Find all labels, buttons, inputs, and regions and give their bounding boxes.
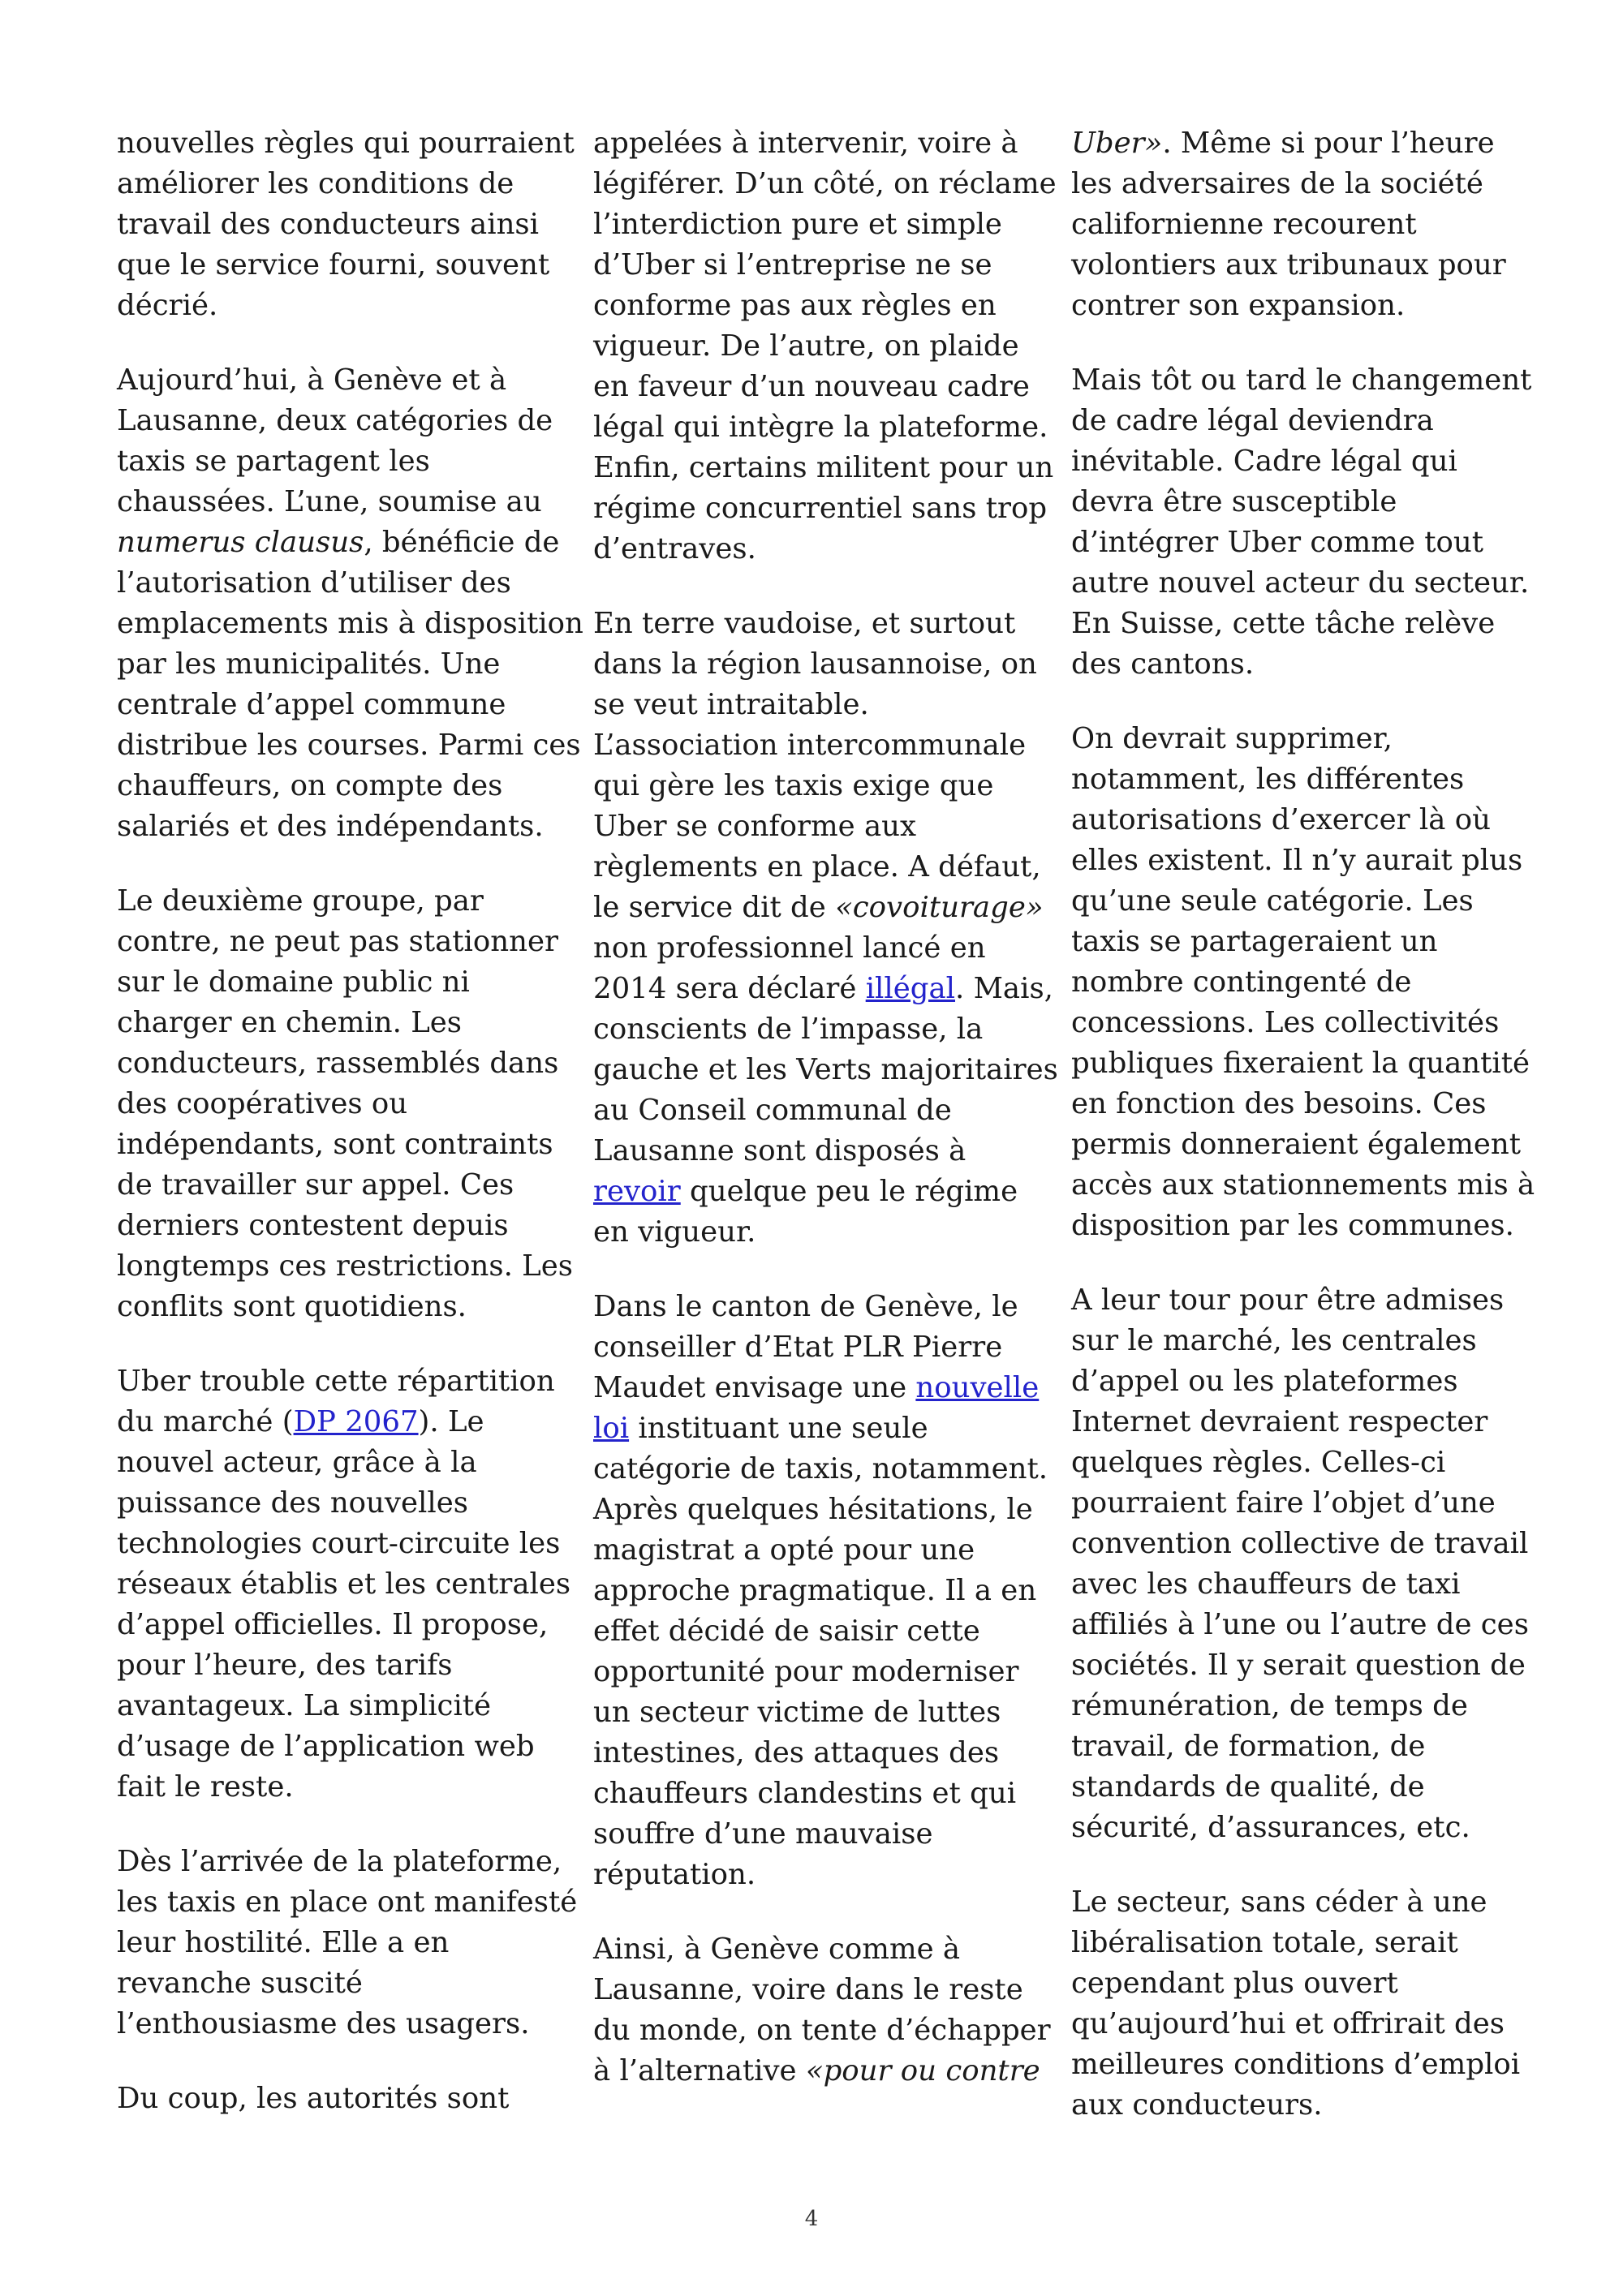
text-line: devra être susceptible	[1071, 485, 1397, 518]
text-line: en fonction des besoins. Ces	[1071, 1087, 1487, 1120]
paragraph	[593, 1929, 1051, 2092]
text-line: décrié.	[117, 289, 218, 322]
text-line: d’intégrer Uber comme tout	[1071, 526, 1484, 559]
text-line: effet décidé de saisir cette	[593, 1615, 980, 1648]
text-line: les adversaires de la société	[1071, 167, 1483, 200]
text-fragment: du marché (	[117, 1405, 294, 1438]
text-line: légal qui intègre la plateforme.	[593, 411, 1048, 444]
text-line: sociétés. Il y serait question de	[1071, 1649, 1526, 1682]
text-line: chaussées. L’une, soumise au	[117, 485, 542, 518]
text-line: de travailler sur appel. Ces	[117, 1168, 514, 1202]
text-line: concessions. Les collectivités	[1071, 1006, 1500, 1039]
text-fragment: . Mais,	[955, 972, 1053, 1005]
text-line	[593, 888, 1044, 928]
text-line: permis donneraient également	[1071, 1128, 1522, 1161]
text-line: technologies court-circuite les	[117, 1527, 561, 1560]
text-line: quelques règles. Celles-ci	[1071, 1446, 1446, 1479]
text-line: vigueur. De l’autre, on plaide	[593, 329, 1019, 363]
text-line: au Conseil communal de	[593, 1094, 952, 1127]
text-fragment: Maudet envisage une	[593, 1371, 916, 1404]
text-line: magistrat a opté pour une	[593, 1533, 975, 1567]
text-line: l’enthousiasme des usagers.	[117, 2007, 530, 2040]
text-line: nouvel acteur, grâce à la	[117, 1446, 477, 1479]
text-line	[117, 1402, 555, 1443]
text-line: dans la région lausannoise, on	[593, 647, 1037, 681]
text-line: L’association intercommunale	[593, 729, 1027, 762]
column-1	[117, 123, 583, 2153]
emphasis-text: «pour ou contre	[805, 2054, 1040, 2087]
text-line: notamment, les différentes	[1071, 763, 1465, 796]
text-line: légiférer. D’un côté, on réclame	[593, 167, 1057, 200]
text-line: qu’aujourd’hui et offrirait des	[1071, 2007, 1505, 2040]
text-line: l’autorisation d’utiliser des	[117, 566, 511, 600]
text-line: Du coup, les autorités sont	[117, 2082, 510, 2115]
text-line: d’appel ou les plateformes	[1071, 1365, 1458, 1398]
text-line: Enfin, certains militent pour un	[593, 451, 1054, 484]
text-line: derniers contestent depuis	[117, 1209, 509, 1242]
text-line: opportunité pour moderniser	[593, 1655, 1019, 1688]
text-line: disposition par les communes.	[1071, 1209, 1514, 1242]
text-line: Après quelques hésitations, le	[593, 1493, 1033, 1526]
text-line: revanche suscité	[117, 1967, 363, 2000]
text-line: en vigueur.	[593, 1215, 756, 1249]
text-line	[1071, 123, 1513, 164]
text-line: Lausanne, deux catégories de	[117, 404, 553, 437]
text-line: qui gère les taxis exige que	[593, 769, 994, 802]
link-revoir[interactable]: revoir	[593, 1175, 681, 1208]
text-line: se veut intraitable.	[593, 688, 869, 721]
emphasis-text: «covoiturage»	[835, 891, 1044, 924]
text-line: conflits sont quotidiens.	[117, 1290, 467, 1323]
text-line: volontiers aux tribunaux pour	[1071, 248, 1506, 282]
text-line: souffre d’une mauvaise	[593, 1817, 933, 1851]
paragraph	[1071, 123, 1513, 326]
text-fragment: à l’alternative	[593, 2054, 806, 2087]
text-line: Le secteur, sans céder à une	[1071, 1885, 1487, 1919]
paragraph	[1071, 719, 1535, 1246]
text-line: nouvelles règles qui pourraient	[117, 127, 575, 160]
text-line: d’usage de l’application web	[117, 1730, 535, 1763]
paragraph	[593, 604, 1058, 1253]
page-number: 4	[804, 2207, 819, 2231]
text-line: sur le domaine public ni	[117, 965, 470, 999]
text-line: autorisations d’exercer là où	[1071, 803, 1491, 836]
text-fragment: quelque peu le régime	[680, 1175, 1018, 1208]
text-line: en faveur d’un nouveau cadre	[593, 370, 1030, 403]
text-fragment: . Même si pour l’heure	[1162, 127, 1495, 160]
text-line: Lausanne sont disposés à	[593, 1134, 966, 1167]
text-line: Internet devraient respecter	[1071, 1405, 1488, 1438]
text-line: travail, de formation, de	[1071, 1730, 1426, 1763]
text-line: régime concurrentiel sans trop	[593, 492, 1048, 525]
text-line: avec les chauffeurs de taxi	[1071, 1567, 1461, 1601]
text-line: catégorie de taxis, notamment.	[593, 1452, 1048, 1486]
text-fragment: 2014 sera déclaré	[593, 972, 866, 1005]
text-line: standards de qualité, de	[1071, 1770, 1425, 1804]
text-line: du monde, on tente d’échapper	[593, 2014, 1051, 2047]
text-line: approche pragmatique. Il a en	[593, 1574, 1037, 1607]
text-line: Dans le canton de Genève, le	[593, 1290, 1018, 1323]
text-line: gauche et les Verts majoritaires	[593, 1053, 1058, 1086]
text-line: californienne recourent	[1071, 208, 1417, 241]
text-line: des cantons.	[1071, 647, 1255, 681]
text-line: que le service fourni, souvent	[117, 248, 550, 282]
text-line: En terre vaudoise, et surtout	[593, 607, 1016, 640]
paragraph	[1071, 1882, 1521, 2126]
text-fragment: instituant une seule	[629, 1412, 928, 1445]
text-line: nombre contingenté de	[1071, 965, 1412, 999]
text-line: sécurité, d’assurances, etc.	[1071, 1811, 1470, 1844]
text-line: pour l’heure, des tarifs	[117, 1649, 453, 1682]
text-line: d’appel officielles. Il propose,	[117, 1608, 549, 1641]
text-line: des coopératives ou	[117, 1087, 408, 1120]
text-line: qu’une seule catégorie. Les	[1071, 884, 1474, 918]
text-line: rémunération, de temps de	[1071, 1689, 1468, 1722]
text-line: Aujourd’hui, à Genève et à	[117, 363, 507, 397]
text-line: les taxis en place ont manifesté	[117, 1885, 578, 1919]
text-line: travail des conducteurs ainsi	[117, 208, 540, 241]
paragraph	[117, 1361, 571, 1808]
text-line: On devrait supprimer,	[1071, 722, 1393, 755]
text-line	[593, 2051, 1040, 2092]
text-line: taxis se partageraient un	[1071, 925, 1438, 958]
text-line: puissance des nouvelles	[117, 1486, 468, 1520]
text-line: intestines, des attaques des	[593, 1736, 1000, 1769]
text-line: conducteurs, rassemblés dans	[117, 1047, 559, 1080]
text-line: améliorer les conditions de	[117, 167, 514, 200]
text-fragment: , bénéficie de	[364, 526, 560, 559]
text-line	[593, 1408, 1035, 1449]
column-3	[1071, 123, 1535, 2160]
text-line: charger en chemin. Les	[117, 1006, 463, 1039]
text-line: elles existent. Il n’y aurait plus	[1071, 844, 1523, 877]
text-line: non professionnel lancé en	[593, 931, 986, 965]
text-line: conseiller d’Etat PLR Pierre	[593, 1331, 1003, 1364]
text-line: taxis se partagent les	[117, 445, 430, 478]
text-line: chauffeurs, on compte des	[117, 769, 503, 802]
text-fragment: le service dit de	[593, 891, 836, 924]
text-line: leur hostilité. Elle a en	[117, 1926, 450, 1959]
paragraph	[117, 881, 573, 1327]
link-nouvelle-loi[interactable]: nouvelle	[915, 1371, 1040, 1404]
text-line: avantageux. La simplicité	[117, 1689, 492, 1722]
text-line: cependant plus ouvert	[1071, 1967, 1398, 2000]
text-line: appelées à intervenir, voire à	[593, 127, 1018, 160]
text-line	[593, 1368, 1040, 1408]
text-line: distribue les courses. Parmi ces	[117, 729, 581, 762]
paragraph	[593, 123, 1057, 570]
link-illegal[interactable]: illégal	[865, 972, 956, 1005]
text-line: Dès l’arrivée de la plateforme,	[117, 1845, 562, 1878]
text-line: emplacements mis à disposition	[117, 607, 583, 640]
link-dp-2067[interactable]: DP 2067	[293, 1405, 419, 1438]
text-line: sur le marché, les centrales	[1071, 1324, 1477, 1357]
text-line: un secteur victime de luttes	[593, 1696, 1001, 1729]
paragraph	[117, 360, 583, 847]
text-line: affiliés à l’une ou l’autre de ces	[1071, 1608, 1529, 1641]
text-line: règlements en place. A défaut,	[593, 850, 1041, 884]
text-line: accès aux stationnements mis à	[1071, 1168, 1535, 1202]
text-line: de cadre légal deviendra	[1071, 404, 1434, 437]
paragraph	[117, 1842, 578, 2044]
text-line: aux conducteurs.	[1071, 2088, 1323, 2122]
text-line: Ainsi, à Genève comme à	[593, 1933, 961, 1966]
text-line: l’interdiction pure et simple	[593, 208, 1002, 241]
text-line: longtemps ces restrictions. Les	[117, 1249, 573, 1283]
text-line: salariés et des indépendants.	[117, 810, 544, 843]
text-line: pourraient faire l’objet d’une	[1071, 1486, 1496, 1520]
paragraph	[593, 1287, 1048, 1895]
text-line: Uber trouble cette répartition	[117, 1365, 555, 1398]
text-line: Mais tôt ou tard le changement	[1071, 363, 1532, 397]
text-line: d’Uber si l’entreprise ne se	[593, 248, 992, 282]
text-line: A leur tour pour être admises	[1071, 1283, 1505, 1317]
paragraph	[1071, 1280, 1529, 1848]
text-line: publiques fixeraient la quantité	[1071, 1047, 1530, 1080]
text-line: autre nouvel acteur du secteur.	[1071, 566, 1530, 600]
text-line: Lausanne, voire dans le reste	[593, 1973, 1023, 2006]
text-line: par les municipalités. Une	[117, 647, 501, 681]
text-line: fait le reste.	[117, 1770, 294, 1804]
text-line: réseaux établis et les centrales	[117, 1567, 571, 1601]
emphasis-text: Uber»	[1071, 127, 1163, 160]
text-line: centrale d’appel commune	[117, 688, 506, 721]
text-line: réputation.	[593, 1858, 756, 1891]
paragraph	[117, 2079, 555, 2119]
emphasis-text: numerus clausus	[117, 526, 364, 559]
paragraph	[117, 123, 575, 326]
text-line: En Suisse, cette tâche relève	[1071, 607, 1496, 640]
text-line: inévitable. Cadre légal qui	[1071, 445, 1457, 478]
paragraph	[1071, 360, 1532, 685]
text-line: d’entraves.	[593, 532, 756, 565]
text-line: Le deuxième groupe, par	[117, 884, 484, 918]
text-line	[117, 522, 560, 563]
text-line: contrer son expansion.	[1071, 289, 1406, 322]
link-nouvelle-loi[interactable]: loi	[593, 1412, 630, 1445]
text-line: conforme pas aux règles en	[593, 289, 997, 322]
text-line: convention collective de travail	[1071, 1527, 1529, 1560]
text-line	[593, 1172, 1035, 1212]
text-line: contre, ne peut pas stationner	[117, 925, 558, 958]
text-line: chauffeurs clandestins et qui	[593, 1777, 1017, 1810]
text-fragment: ). Le	[418, 1405, 484, 1438]
text-line: indépendants, sont contraints	[117, 1128, 553, 1161]
text-line: Uber se conforme aux	[593, 810, 917, 843]
column-2	[593, 123, 1058, 2126]
text-line	[593, 969, 1053, 1009]
text-line: libéralisation totale, serait	[1071, 1926, 1458, 1959]
text-line: meilleures conditions d’emploi	[1071, 2048, 1521, 2081]
text-line: conscients de l’impasse, la	[593, 1013, 984, 1046]
